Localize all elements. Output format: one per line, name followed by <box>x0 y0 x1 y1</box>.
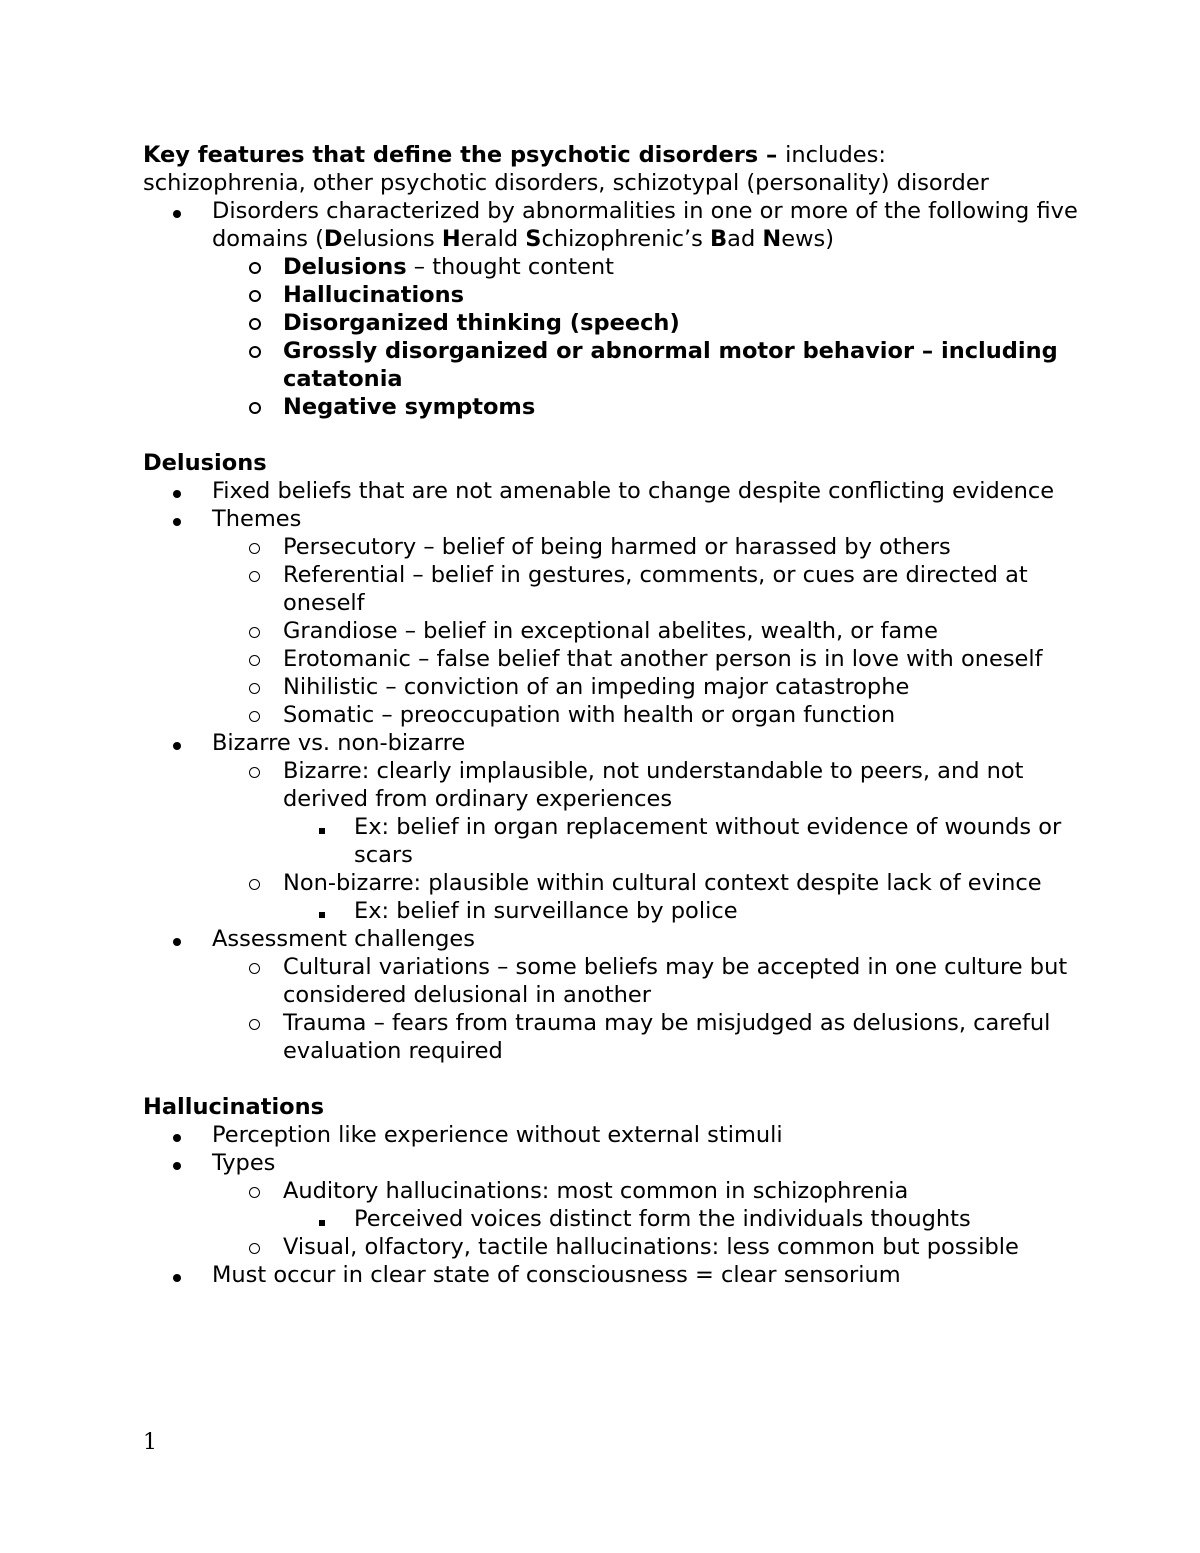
ring-bullet-icon <box>249 645 260 673</box>
ring-bullet-icon <box>249 561 260 589</box>
list-item: Hallucinations <box>143 281 1083 309</box>
bullet-icon <box>173 1121 181 1149</box>
ring-bullet-icon <box>249 337 261 365</box>
list-item: Erotomanic – false belief that another person is in love with oneself <box>143 645 1083 673</box>
intro-paragraph <box>143 141 1083 197</box>
square-bullet-icon <box>319 897 325 925</box>
bullet-icon <box>173 197 181 225</box>
ring-bullet-icon <box>249 757 260 785</box>
list-item: Bizarre vs. non-bizarre <box>143 729 1083 757</box>
intro-line2: schizophrenia, other psychotic disorders, schizotypal (personality) disorder <box>143 170 989 196</box>
square-bullet-icon <box>319 1205 325 1233</box>
list-item: Grossly disorganized or abnormal motor behavior – including catatonia <box>143 337 1083 393</box>
ring-bullet-icon <box>249 1177 260 1205</box>
section-heading-delusions: Delusions <box>143 450 267 476</box>
list-item: Disorders characterized by abnormalities in one or more of the following five domains (Delusions Herald Schizophrenic’s Bad News) <box>143 197 1083 253</box>
ring-bullet-icon <box>249 281 261 309</box>
list-item: Disorganized thinking (speech) <box>143 309 1083 337</box>
list-item: Visual, olfactory, tactile hallucinations: less common but possible <box>143 1233 1083 1261</box>
list-item: Perception like experience without external stimuli <box>143 1121 1083 1149</box>
list-item: Assessment challenges <box>143 925 1083 953</box>
bullet-icon <box>173 1149 181 1177</box>
list-item: Auditory hallucinations: most common in schizophrenia <box>143 1177 1083 1205</box>
document-body <box>143 141 1083 1289</box>
list-item: Themes <box>143 505 1083 533</box>
ring-bullet-icon <box>249 953 260 981</box>
list-item: Ex: belief in surveillance by police <box>143 897 1083 925</box>
list-item: Bizarre: clearly implausible, not understandable to peers, and not derived from ordinary experiences <box>143 757 1083 813</box>
ring-bullet-icon <box>249 869 260 897</box>
list-item: Non-bizarre: plausible within cultural context despite lack of evince <box>143 869 1083 897</box>
intro-includes: includes: <box>785 142 886 168</box>
square-bullet-icon <box>319 813 325 841</box>
ring-bullet-icon <box>249 1233 260 1261</box>
list-item: Persecutory – belief of being harmed or harassed by others <box>143 533 1083 561</box>
ring-bullet-icon <box>249 253 261 281</box>
list-item: Must occur in clear state of consciousness = clear sensorium <box>143 1261 1083 1289</box>
section-heading-hallucinations: Hallucinations <box>143 1094 325 1120</box>
list-item: Perceived voices distinct form the individuals thoughts <box>143 1205 1083 1233</box>
page-number: 1 <box>143 1430 157 1455</box>
ring-bullet-icon <box>249 673 260 701</box>
list-item: Types <box>143 1149 1083 1177</box>
list-item: Grandiose – belief in exceptional abelites, wealth, or fame <box>143 617 1083 645</box>
list-item: Somatic – preoccupation with health or organ function <box>143 701 1083 729</box>
list-item: Fixed beliefs that are not amenable to change despite conflicting evidence <box>143 477 1083 505</box>
bullet-icon <box>173 505 181 533</box>
bullet-icon <box>173 925 181 953</box>
bullet-icon <box>173 477 181 505</box>
list-item: Referential – belief in gestures, comments, or cues are directed at oneself <box>143 561 1083 617</box>
ring-bullet-icon <box>249 701 260 729</box>
intro-title: Key features that define the psychotic disorders – <box>143 142 786 168</box>
list-item: Delusions – thought content <box>143 253 1083 281</box>
list-item: Ex: belief in organ replacement without evidence of wounds or scars <box>143 813 1083 869</box>
ring-bullet-icon <box>249 309 261 337</box>
bullet-icon <box>173 1261 181 1289</box>
ring-bullet-icon <box>249 617 260 645</box>
bullet-icon <box>173 729 181 757</box>
ring-bullet-icon <box>249 1009 260 1037</box>
ring-bullet-icon <box>249 393 261 421</box>
ring-bullet-icon <box>249 533 260 561</box>
list-item: Cultural variations – some beliefs may be accepted in one culture but considered delusional in another <box>143 953 1083 1009</box>
list-item: Negative symptoms <box>143 393 1083 421</box>
list-item: Trauma – fears from trauma may be misjudged as delusions, careful evaluation required <box>143 1009 1083 1065</box>
list-item: Nihilistic – conviction of an impeding major catastrophe <box>143 673 1083 701</box>
